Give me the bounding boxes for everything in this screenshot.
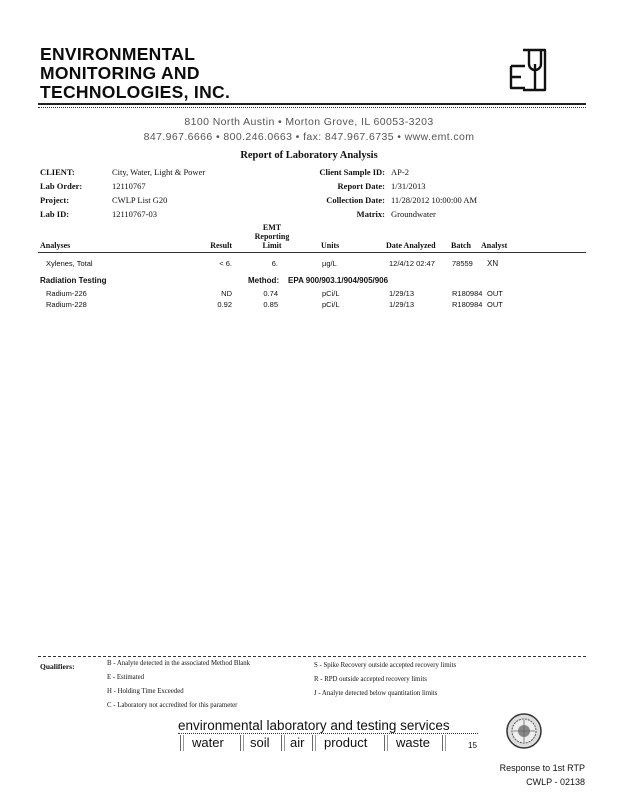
report-date-label: Report Date: — [337, 181, 385, 191]
section-title: Radiation Testing — [40, 276, 107, 285]
service-item: air — [290, 735, 305, 750]
company-name-line: MONITORING AND — [40, 63, 200, 83]
qualifiers-rule — [38, 656, 586, 657]
analyte-limit: 0.85 — [263, 300, 278, 309]
col-analyses: Analyses — [40, 241, 71, 250]
service-item: soil — [250, 735, 270, 750]
emt-logo-icon — [505, 44, 555, 96]
analyte-analyst: XN — [487, 259, 499, 268]
analyte-batch: R180984 — [452, 300, 483, 309]
report-date-value: 1/31/2013 — [391, 181, 426, 191]
response-note: Response to 1st RTP — [499, 763, 585, 773]
lab-id-label: Lab ID: — [40, 209, 70, 219]
method-value: EPA 900/903.1/904/905/906 — [288, 276, 389, 285]
analyte-limit: 6. — [271, 259, 278, 268]
service-separator — [240, 735, 244, 751]
service-separator — [312, 735, 316, 751]
matrix-label: Matrix: — [356, 209, 385, 219]
qualifiers-label: Qualifiers: — [40, 662, 75, 671]
service-separator — [442, 735, 446, 751]
col-analyst: Analyst — [481, 241, 508, 250]
analyte-name: Radium-228 — [46, 300, 87, 309]
col-units: Units — [321, 241, 340, 250]
company-contact: 847.967.6666 • 800.246.0663 • fax: 847.967.6735 • www.emt.com — [143, 131, 475, 143]
project-value: CWLP List G20 — [112, 195, 168, 205]
header-rule-dotted — [38, 107, 586, 108]
collection-date-label: Collection Date: — [326, 195, 385, 205]
service-separator — [180, 735, 184, 751]
analyte-analyst: OUT — [487, 300, 503, 309]
analyte-result: 0.92 — [217, 300, 232, 309]
footer-tagline: environmental laboratory and testing services — [178, 718, 450, 733]
analyte-units: pCi/L — [322, 289, 340, 298]
analyte-date: 1/29/13 — [389, 300, 415, 309]
analyte-units: pCi/L — [322, 300, 340, 309]
analyte-batch: R180984 — [452, 289, 483, 298]
col-date-analyzed: Date Analyzed — [386, 241, 436, 250]
footer-services — [178, 735, 458, 753]
qualifier-item: R - RPD outside accepted recovery limits — [314, 676, 427, 683]
analyte-result: ND — [221, 289, 232, 298]
company-address: 8100 North Austin • Morton Grove, IL 60053-3203 — [184, 116, 434, 128]
analyte-analyst: OUT — [487, 289, 503, 298]
qualifier-item: H - Holding Time Exceeded — [107, 688, 184, 695]
service-item: water — [192, 735, 224, 750]
analyte-result: < 6. — [219, 259, 232, 268]
method-label: Method: — [248, 276, 280, 285]
collection-date-value: 11/28/2012 10:00:00 AM — [391, 195, 478, 205]
lab-id-value: 12110767-03 — [112, 209, 158, 219]
client-sample-id-value: AP-2 — [391, 167, 409, 177]
analyte-units: µg/L — [322, 259, 337, 268]
service-item: product — [324, 735, 368, 750]
col-emt-line: EMT — [262, 223, 282, 232]
qualifier-item: B - Analyte detected in the associated Method Blank — [107, 660, 251, 667]
report-title: Report of Laboratory Analysis — [240, 150, 378, 161]
client-label: CLIENT: — [40, 167, 75, 177]
qualifier-item: E - Estimated — [107, 674, 144, 681]
col-batch: Batch — [451, 241, 471, 250]
qualifier-item: J - Analyte detected below quantitation limits — [314, 690, 438, 697]
client-value: City, Water, Light & Power — [112, 167, 206, 177]
analyte-name: Radium-226 — [46, 289, 87, 298]
project-label: Project: — [40, 195, 70, 205]
accreditation-seal-icon — [505, 712, 543, 750]
client-sample-id-label: Client Sample ID: — [319, 167, 385, 177]
col-emt-reporting-limit — [240, 223, 304, 250]
lab-order-value: 12110767 — [112, 181, 146, 191]
analyte-name: Xylenes, Total — [46, 259, 93, 268]
header-rule — [38, 103, 586, 105]
analyte-date: 1/29/13 — [389, 289, 415, 298]
service-separator — [281, 735, 285, 751]
analyte-date: 12/4/12 02:47 — [389, 259, 435, 268]
page-number: 15 — [468, 741, 477, 750]
company-name-line: ENVIRONMENTAL — [40, 44, 196, 64]
footer-rule — [178, 733, 478, 734]
matrix-value: Groundwater — [391, 209, 436, 219]
analyte-limit: 0.74 — [263, 289, 278, 298]
col-emt-line: Limit — [262, 241, 282, 250]
service-separator — [384, 735, 388, 751]
company-name-line: TECHNOLOGIES, INC. — [40, 82, 231, 102]
col-result: Result — [210, 241, 232, 250]
service-item: waste — [396, 735, 430, 750]
qualifier-item: S - Spike Recovery outside accepted recovery limits — [314, 662, 457, 669]
analyte-batch: 78559 — [452, 259, 473, 268]
qualifier-item: C - Laboratory not accredited for this parameter — [107, 702, 238, 709]
lab-order-label: Lab Order: — [40, 181, 83, 191]
col-emt-line: Reporting — [254, 232, 290, 241]
table-header-rule — [38, 252, 586, 253]
doc-number: CWLP - 02138 — [526, 777, 585, 787]
company-name — [40, 45, 230, 102]
